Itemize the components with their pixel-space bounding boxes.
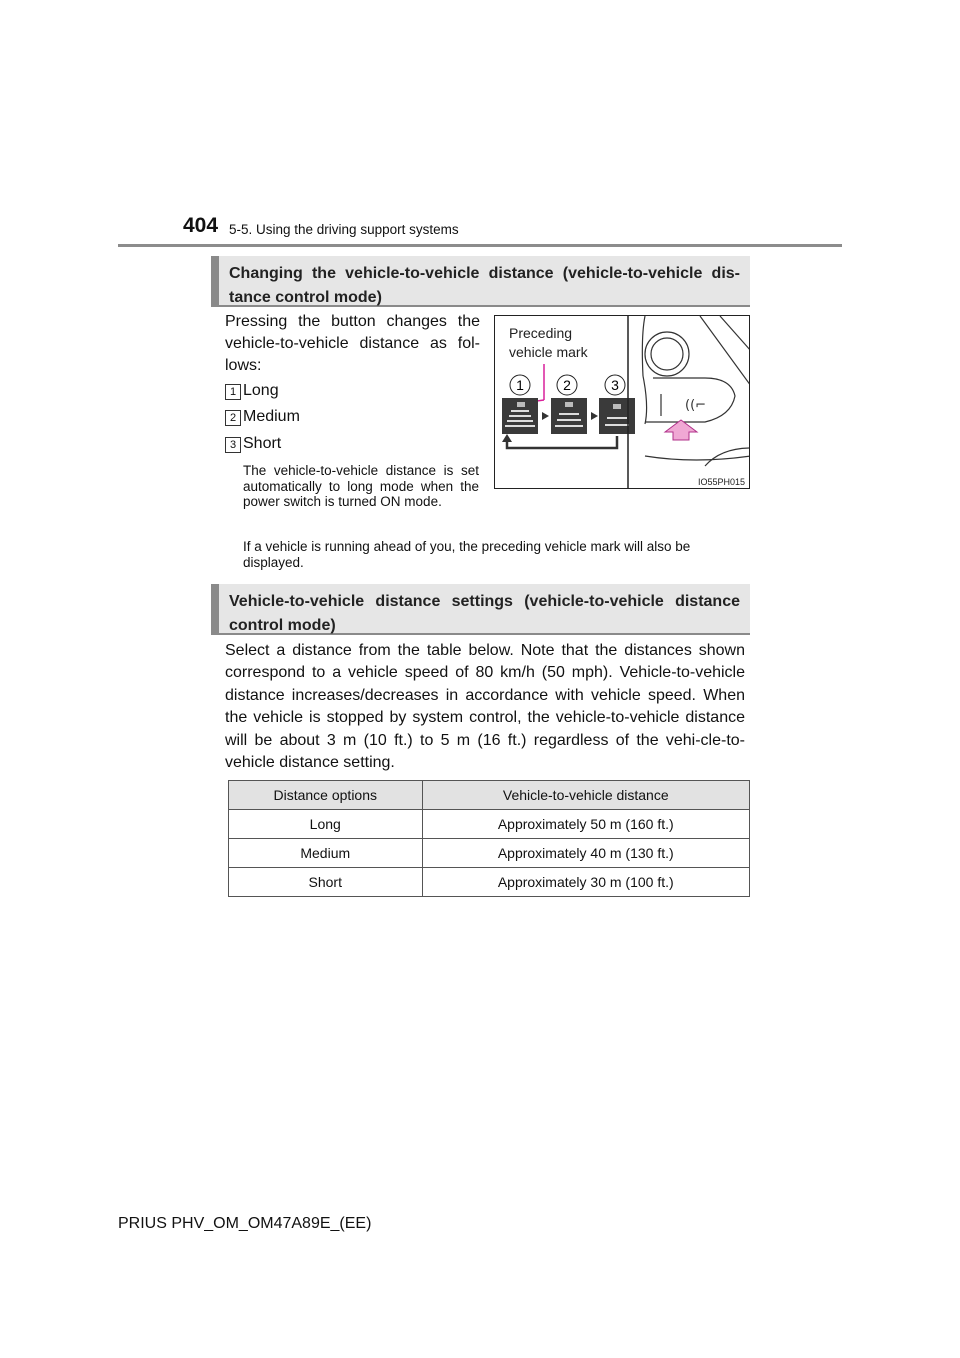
document-footer: PRIUS PHV_OM_OM47A89E_(EE) <box>118 1215 372 1232</box>
distance-button-illustration <box>494 315 750 489</box>
press-arrow-icon <box>665 420 697 440</box>
intro-paragraph: Pressing the button changes the vehicle-to-vehicle distance as fol-lows: <box>225 313 480 374</box>
table-cell: Approximately 50 m (160 ft.) <box>422 810 749 839</box>
table-header-row <box>229 781 750 810</box>
table-row <box>229 868 750 897</box>
table-cell: Short <box>229 868 423 897</box>
arrow-right-1 <box>542 412 549 420</box>
step-label-medium: Medium <box>243 408 300 425</box>
note-auto-long: The vehicle-to-vehicle distance is set automatically to long mode when the power switch is turned ON mode. <box>243 463 479 509</box>
callout-label-line1: Preceding <box>509 325 573 341</box>
num-3: 3 <box>611 377 619 393</box>
table-header-cell: Distance options <box>229 781 423 810</box>
cycle-return-arrowhead <box>502 434 512 442</box>
callout-label-line2: vehicle mark <box>509 344 588 360</box>
figure-code: IO55PH015 <box>697 477 745 487</box>
preceding-vehicle-mark <box>517 402 525 407</box>
section-reference: 5-5. Using the driving support systems <box>229 222 459 237</box>
num-2: 2 <box>563 377 571 393</box>
display-short <box>599 398 635 434</box>
note-preceding-vehicle: If a vehicle is running ahead of you, the preceding vehicle mark will also be displayed. <box>243 539 691 570</box>
distance-table <box>228 780 750 897</box>
table-row <box>229 810 750 839</box>
step-label-short: Short <box>243 435 282 452</box>
section-heading-changing-distance: Changing the vehicle-to-vehicle distance (vehicle-to-vehicle dis-tance control mode) <box>211 256 750 307</box>
step-label-long: Long <box>243 382 279 399</box>
illustration-svg <box>495 316 750 489</box>
step-number-1: 1 <box>225 384 241 400</box>
distance-button-icon: ((⌐ <box>685 398 707 413</box>
table-cell: Approximately 40 m (130 ft.) <box>422 839 749 868</box>
preceding-vehicle-mark-2 <box>565 402 573 407</box>
settings-paragraph: Select a distance from the table below. Note that the distances shown correspond to a vehicle speed of 80 km/h (50 mph). Vehicle-to-vehicle distance increases/decreases in accordance with vehicle speed. When the vehicle is stopped by system control, the vehicle-to-vehicle distance will be about 3 m (10 ft.) to 5 m (16 ft.) regardless of the vehi-cle-to-vehicle distance setting. <box>225 642 745 772</box>
table-row <box>229 839 750 868</box>
steering-wheel-detail <box>642 316 750 466</box>
cycle-return-arrow <box>507 436 617 448</box>
arrow-right-2 <box>591 412 598 420</box>
step-number-3: 3 <box>225 437 241 453</box>
num-1: 1 <box>516 377 524 393</box>
header-rule <box>118 244 842 247</box>
table-cell: Approximately 30 m (100 ft.) <box>422 868 749 897</box>
page-number: 404 <box>183 214 219 237</box>
step-number-2: 2 <box>225 410 241 426</box>
table-cell: Long <box>229 810 423 839</box>
section-heading-distance-settings: Vehicle-to-vehicle distance settings (vehicle-to-vehicle distance control mode) <box>211 584 750 635</box>
table-header-cell: Vehicle-to-vehicle distance <box>422 781 749 810</box>
table-cell: Medium <box>229 839 423 868</box>
preceding-vehicle-mark-3 <box>613 404 621 409</box>
